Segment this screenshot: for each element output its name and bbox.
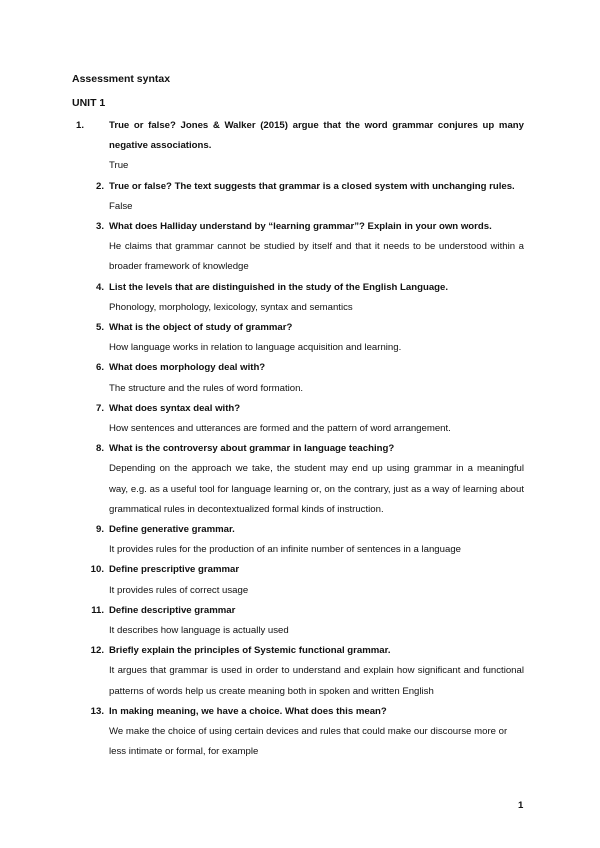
question-text: 11. Define descriptive grammar (109, 601, 524, 621)
unit-heading: UNIT 1 (72, 97, 106, 109)
answer-text: False (109, 200, 133, 212)
question-text: 2. True or false? The text suggests that grammar is a closed system with unchanging rules. (109, 177, 524, 197)
question-text: 12. Briefly explain the principles of Systemic functional grammar. (109, 641, 524, 661)
question-text: 6. What does morphology deal with? (109, 358, 524, 378)
answer-text: It argues that grammar is used in order to understand and explain how significant and functional patterns of words help us create meaning both in spoken and written English (109, 665, 524, 697)
question-item (0, 439, 600, 520)
question-item (0, 278, 600, 318)
answer-text: How language works in relation to language acquisition and learning. (109, 342, 402, 354)
question-text: 9. Define generative grammar. (109, 520, 524, 540)
question-item (0, 601, 600, 641)
answer-text: He claims that grammar cannot be studied by itself and that it needs to be understood within a broader framework of knowledge (109, 241, 524, 273)
question-number: 9. (95, 524, 104, 536)
question-item (0, 217, 600, 278)
answer-text: True (109, 160, 129, 172)
answer-text: We make the choice of using certain devices and rules that could make our discourse more or less intimate or formal, for example (109, 726, 508, 758)
question-text: 13. In making meaning, we have a choice. What does this mean? (109, 702, 524, 722)
answer-text: It describes how language is actually used (109, 625, 289, 637)
question-item (0, 116, 600, 177)
question-item (0, 358, 600, 398)
question-list (0, 116, 600, 763)
question-text: 10. Define prescriptive grammar (109, 560, 524, 580)
question-number: 1. (76, 120, 85, 131)
question-item (0, 520, 600, 560)
answer-text: It provides rules of correct usage (109, 584, 249, 596)
answer-text: Depending on the approach we take, the student may end up using grammar in a meaningful way, e.g. as a useful tool for language learning or, on the contrary, just as a way of learning about grammatical rules in decontextualized formal kinds of instruction. (109, 463, 524, 515)
question-item (0, 399, 600, 439)
question-item (0, 177, 600, 217)
question-number: 10. (90, 564, 104, 576)
question-number: 4. (95, 281, 104, 293)
question-number: 5. (95, 322, 104, 334)
question-item (0, 641, 600, 702)
question-number: 11. (91, 604, 104, 616)
question-number: 13. (90, 705, 104, 717)
question-text: 3. What does Halliday understand by “learning grammar”? Explain in your own words. (109, 217, 524, 237)
answer-text: How sentences and utterances are formed and the pattern of word arrangement. (109, 423, 451, 435)
question-number: 12. (90, 645, 104, 657)
question-number: 6. (95, 362, 104, 374)
answer-text: Phonology, morphology, lexicology, syntax and semantics (109, 301, 353, 313)
question-number: 2. (95, 180, 104, 192)
question-item (0, 560, 600, 600)
question-number: 8. (95, 443, 104, 455)
question-number: 3. (95, 221, 104, 233)
page-number: 1 (518, 800, 524, 811)
question-text: 5. What is the object of study of grammar? (109, 318, 524, 338)
question-text: 8. What is the controversy about grammar in language teaching? (109, 439, 524, 459)
question-text: 4. List the levels that are distinguished in the study of the English Language. (109, 278, 524, 298)
question-text: 7. What does syntax deal with? (109, 399, 524, 419)
answer-text: It provides rules for the production of an infinite number of sentences in a language (109, 544, 461, 556)
answer-text: The structure and the rules of word formation. (109, 382, 304, 394)
question-item (0, 702, 600, 763)
document-title: Assessment syntax (72, 73, 171, 85)
question-item (0, 318, 600, 358)
question-number: 7. (95, 402, 104, 414)
question-text: 1. True or false? Jones & Walker (2015) argue that the word grammar conjures up many negative associations. (109, 116, 524, 156)
